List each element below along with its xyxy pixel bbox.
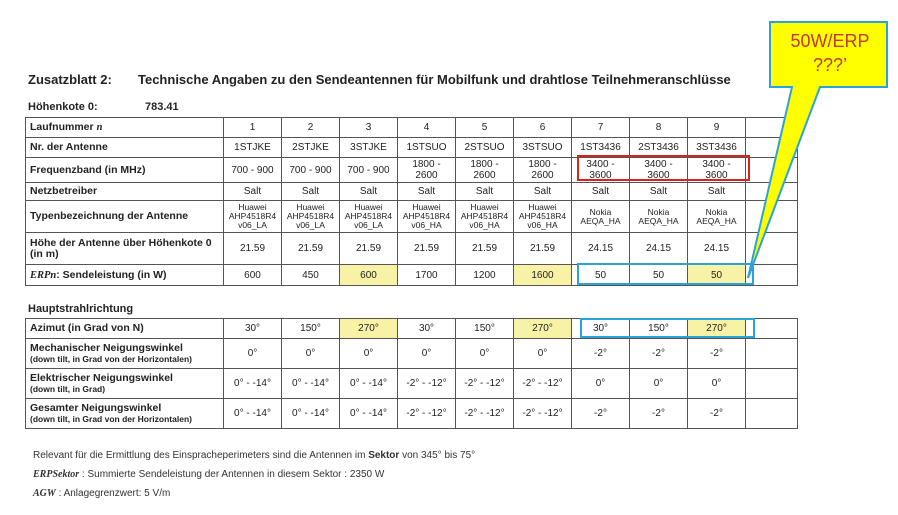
- table-cell: Huawei AHP4518R4 v06_LA: [340, 201, 398, 233]
- table-cell: 1800 - 2600: [514, 158, 572, 183]
- table-cell: Huawei AHP4518R4 v06_LA: [282, 201, 340, 233]
- agw-term: AGW: [33, 488, 56, 499]
- table-cell: 600: [340, 265, 398, 286]
- table-cell: 700 - 900: [224, 158, 282, 183]
- table-cell: 2: [282, 118, 340, 138]
- table-cell: -2° - -12°: [514, 369, 572, 399]
- table-cell: 0°: [224, 339, 282, 369]
- erp-sector-term: ERPSektor: [33, 469, 80, 480]
- row-label: Gesamter Neigungswinkel (down tilt, in Grad von der Horizontalen): [26, 399, 224, 429]
- table-cell: 1STSUO: [398, 138, 456, 158]
- table-cell: 3ST3436: [688, 138, 746, 158]
- table-cell: 2STSUO: [456, 138, 514, 158]
- table-cell: Salt: [282, 183, 340, 201]
- table-cell: 24.15: [688, 233, 746, 265]
- row-label: Elektrischer Neigungswinkel (down tilt, in Grad): [26, 369, 224, 399]
- row-label: Netzbetreiber: [26, 183, 224, 201]
- table-cell: 700 - 900: [340, 158, 398, 183]
- table-cell: Salt: [572, 183, 630, 201]
- table-cell: 1600: [514, 265, 572, 286]
- row-label: ERPn: Sendeleistung (in W): [26, 265, 224, 286]
- row-label: Laufnummer n: [26, 118, 224, 138]
- table-cell: 270°: [340, 319, 398, 339]
- table-cell: 1800 - 2600: [456, 158, 514, 183]
- table-cell: 3400 - 3600: [688, 158, 746, 183]
- table-cell: 24.15: [572, 233, 630, 265]
- row-label: Typenbezeichnung der Antenne: [26, 201, 224, 233]
- table-cell: 0°: [398, 339, 456, 369]
- table-cell: Salt: [456, 183, 514, 201]
- table-cell: -2° - -12°: [398, 399, 456, 429]
- table-cell: 50: [630, 265, 688, 286]
- table-cell: 1: [224, 118, 282, 138]
- table-cell: -2° - -12°: [456, 399, 514, 429]
- note-sector: Relevant für die Ermittlung des Einspracheperimeters sind die Antennen im Sektor von 345° bis 75°: [33, 450, 476, 461]
- table-cell: 30°: [572, 319, 630, 339]
- table-cell: 1700: [398, 265, 456, 286]
- table-cell: 3400 - 3600: [572, 158, 630, 183]
- table-cell: -2°: [630, 399, 688, 429]
- table-cell: 30°: [398, 319, 456, 339]
- table-cell: 21.59: [514, 233, 572, 265]
- table-cell: Huawei AHP4518R4 v06_HA: [398, 201, 456, 233]
- table-cell: 21.59: [282, 233, 340, 265]
- table-cell: 1800 - 2600: [398, 158, 456, 183]
- table-cell: Salt: [514, 183, 572, 201]
- table-cell: 1ST3436: [572, 138, 630, 158]
- table-cell: 3STJKE: [340, 138, 398, 158]
- table-cell: 50: [572, 265, 630, 286]
- callout-line2: ???’: [812, 55, 848, 75]
- table-cell: 0°: [688, 369, 746, 399]
- table-cell: 150°: [456, 319, 514, 339]
- section-heading: Hauptstrahlrichtung: [28, 303, 134, 315]
- table-cell: -2° - -12°: [456, 369, 514, 399]
- table-cell: Nokia AEQA_HA: [572, 201, 630, 233]
- table-cell: 600: [224, 265, 282, 286]
- table-cell: 7: [572, 118, 630, 138]
- table-cell: -2°: [630, 339, 688, 369]
- table-cell: 0° - -14°: [224, 399, 282, 429]
- table-cell: -2° - -12°: [514, 399, 572, 429]
- table-cell: -2°: [688, 399, 746, 429]
- table-cell: 0° - -14°: [282, 369, 340, 399]
- table-cell: -2°: [688, 339, 746, 369]
- note-agw: AGW : Anlagegrenzwert: 5 V/m: [33, 488, 171, 499]
- table-cell: 21.59: [340, 233, 398, 265]
- table-cell: 0°: [282, 339, 340, 369]
- table-cell: 0°: [514, 339, 572, 369]
- note-erp-sector: ERPSektor : Summierte Sendeleistung der Antennen in diesem Sektor : 2350 W: [33, 469, 385, 480]
- table-cell: 0°: [456, 339, 514, 369]
- row-label: Frequenzband (in MHz): [26, 158, 224, 183]
- row-label: Nr. der Antenne: [26, 138, 224, 158]
- table-cell: 0° - -14°: [282, 399, 340, 429]
- table-cell: 0°: [572, 369, 630, 399]
- table-cell: 450: [282, 265, 340, 286]
- table-cell: Salt: [688, 183, 746, 201]
- table-cell: 2ST3436: [630, 138, 688, 158]
- table-cell: Salt: [224, 183, 282, 201]
- table-cell: Huawei AHP4518R4 v06_HA: [514, 201, 572, 233]
- table-cell: Huawei AHP4518R4 v06_HA: [456, 201, 514, 233]
- table-cell: 0°: [630, 369, 688, 399]
- table-cell: 270°: [688, 319, 746, 339]
- table-cell: 9: [688, 118, 746, 138]
- table-cell: Huawei AHP4518R4 v06_LA: [224, 201, 282, 233]
- table-cell: 3: [340, 118, 398, 138]
- table-cell: 0°: [340, 339, 398, 369]
- table-cell: Nokia AEQA_HA: [688, 201, 746, 233]
- table-cell: 0° - -14°: [340, 369, 398, 399]
- hoehenkote-label: Höhenkote 0:: [28, 101, 98, 113]
- sheet-label: Zusatzblatt 2:: [28, 72, 112, 87]
- table-cell: 0° - -14°: [340, 399, 398, 429]
- table-cell: 8: [630, 118, 688, 138]
- table-cell: 21.59: [398, 233, 456, 265]
- table-cell: Salt: [340, 183, 398, 201]
- table-cell: Salt: [398, 183, 456, 201]
- table-cell: -2°: [572, 339, 630, 369]
- row-label: Azimut (in Grad von N): [26, 319, 224, 339]
- table-cell: -2° - -12°: [398, 369, 456, 399]
- table-cell: 4: [398, 118, 456, 138]
- hoehenkote-value: 783.41: [145, 101, 179, 113]
- row-label: Mechanischer Neigungswinkel (down tilt, in Grad von der Horizontalen): [26, 339, 224, 369]
- page-title: Technische Angaben zu den Sendeantennen für Mobilfunk und drahtlose Teilnehmeranschlüsse: [138, 72, 731, 87]
- table-cell: 5: [456, 118, 514, 138]
- callout-line1: 50W/ERP: [790, 31, 870, 51]
- table-cell: 24.15: [630, 233, 688, 265]
- table-cell: 21.59: [224, 233, 282, 265]
- table-cell: 150°: [282, 319, 340, 339]
- table-cell: Salt: [630, 183, 688, 201]
- table-cell: 700 - 900: [282, 158, 340, 183]
- table-cell: 270°: [514, 319, 572, 339]
- table-cell: -2°: [572, 399, 630, 429]
- row-label: Höhe der Antenne über Höhenkote 0 (in m): [26, 233, 224, 265]
- table-cell: 6: [514, 118, 572, 138]
- table-cell: 50: [688, 265, 746, 286]
- table-cell: 0° - -14°: [224, 369, 282, 399]
- table-cell: Nokia AEQA_HA: [630, 201, 688, 233]
- table-cell: 1200: [456, 265, 514, 286]
- table-cell: 30°: [224, 319, 282, 339]
- table-cell: 21.59: [456, 233, 514, 265]
- table-cell: 3STSUO: [514, 138, 572, 158]
- table-cell: 1STJKE: [224, 138, 282, 158]
- table-cell: 3400 - 3600: [630, 158, 688, 183]
- table-cell: 150°: [630, 319, 688, 339]
- table-cell: 2STJKE: [282, 138, 340, 158]
